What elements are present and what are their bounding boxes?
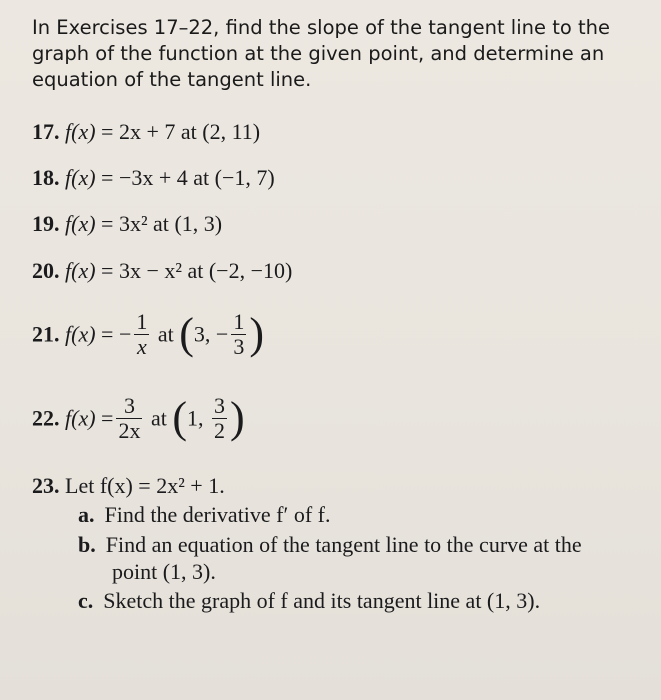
left-paren: ( (179, 308, 194, 358)
point: (1, 3) (174, 211, 223, 236)
function-rule: = 2x + 7 (101, 119, 176, 144)
instructions-paragraph: In Exercises 17–22, find the slope of the tangent line to the graph of the function at the given point, and determine an equation of the tangent line. (32, 16, 610, 91)
right-paren: ) (230, 392, 245, 442)
function-rule: = 3x² (101, 211, 148, 236)
fraction-denominator: x (136, 334, 147, 359)
exercise-number: 18. (32, 165, 60, 190)
at-word: at (150, 405, 167, 431)
point: (−1, 7) (214, 165, 275, 190)
part-c (78, 588, 540, 614)
part-label: a. (78, 502, 95, 527)
exercise-stem: Let f(x) = 2x² + 1. (65, 473, 225, 498)
exercise-number: 22. (32, 405, 60, 431)
part-label: c. (78, 588, 94, 613)
part-a (78, 502, 330, 528)
at-word: at (157, 321, 174, 347)
exercise-number: 19. (32, 211, 60, 236)
exercise-number: 23. (32, 473, 60, 498)
exercise-21 (32, 308, 264, 361)
function-name: f(x) (65, 119, 96, 144)
exercise-19 (32, 210, 222, 238)
fraction (134, 310, 149, 359)
function-name: f(x) (65, 258, 96, 283)
point-denominator: 2 (214, 418, 225, 443)
fraction-numerator: 1 (136, 309, 148, 334)
at-word: at (193, 165, 210, 190)
point-x: 3, (193, 321, 211, 347)
exercise-22 (32, 392, 245, 445)
right-paren: ) (249, 308, 264, 358)
part-text: Sketch the graph of f and its tangent line at (1, 3). (103, 588, 541, 613)
point: (−2, −10) (208, 258, 293, 283)
function-rule: = 3x − x² (101, 258, 182, 283)
fraction-numerator: 3 (116, 394, 142, 419)
part-label: b. (78, 532, 96, 557)
fraction-denominator: 2x (118, 418, 141, 443)
point: (2, 11) (202, 119, 261, 144)
function-rule: = −3x + 4 (101, 165, 188, 190)
point-x: 1, (187, 405, 204, 431)
function-name: f(x) (65, 321, 96, 347)
point-sign: − (215, 321, 229, 347)
at-word: at (153, 211, 169, 236)
part-text: Find an equation of the tangent line to the curve at the (105, 532, 582, 557)
function-name: f(x) (65, 211, 96, 236)
point-numerator: 1 (233, 309, 245, 334)
equals-sign: = − (101, 321, 132, 347)
exercise-20 (32, 257, 292, 285)
fraction (116, 394, 142, 443)
point-denominator: 3 (233, 334, 245, 359)
exercise-number: 17. (32, 119, 60, 144)
at-word: at (187, 258, 204, 283)
function-name: f(x) (65, 165, 96, 190)
exercise-17 (32, 118, 260, 146)
exercise-number: 20. (32, 258, 60, 283)
point-fraction (212, 394, 227, 443)
left-paren: ( (172, 392, 187, 442)
part-text: Find the derivative f′ of f. (104, 502, 331, 527)
part-b (78, 532, 582, 558)
exercise-23 (32, 472, 225, 500)
part-text: point (1, 3). (112, 559, 216, 584)
equals-sign: = (101, 405, 114, 431)
point-fraction (231, 310, 246, 359)
part-b-continued (112, 559, 216, 585)
exercise-number: 21. (32, 321, 60, 347)
exercise-18 (32, 164, 275, 192)
at-word: at (180, 119, 197, 144)
point-numerator: 3 (214, 393, 225, 418)
function-name: f(x) (65, 405, 96, 431)
